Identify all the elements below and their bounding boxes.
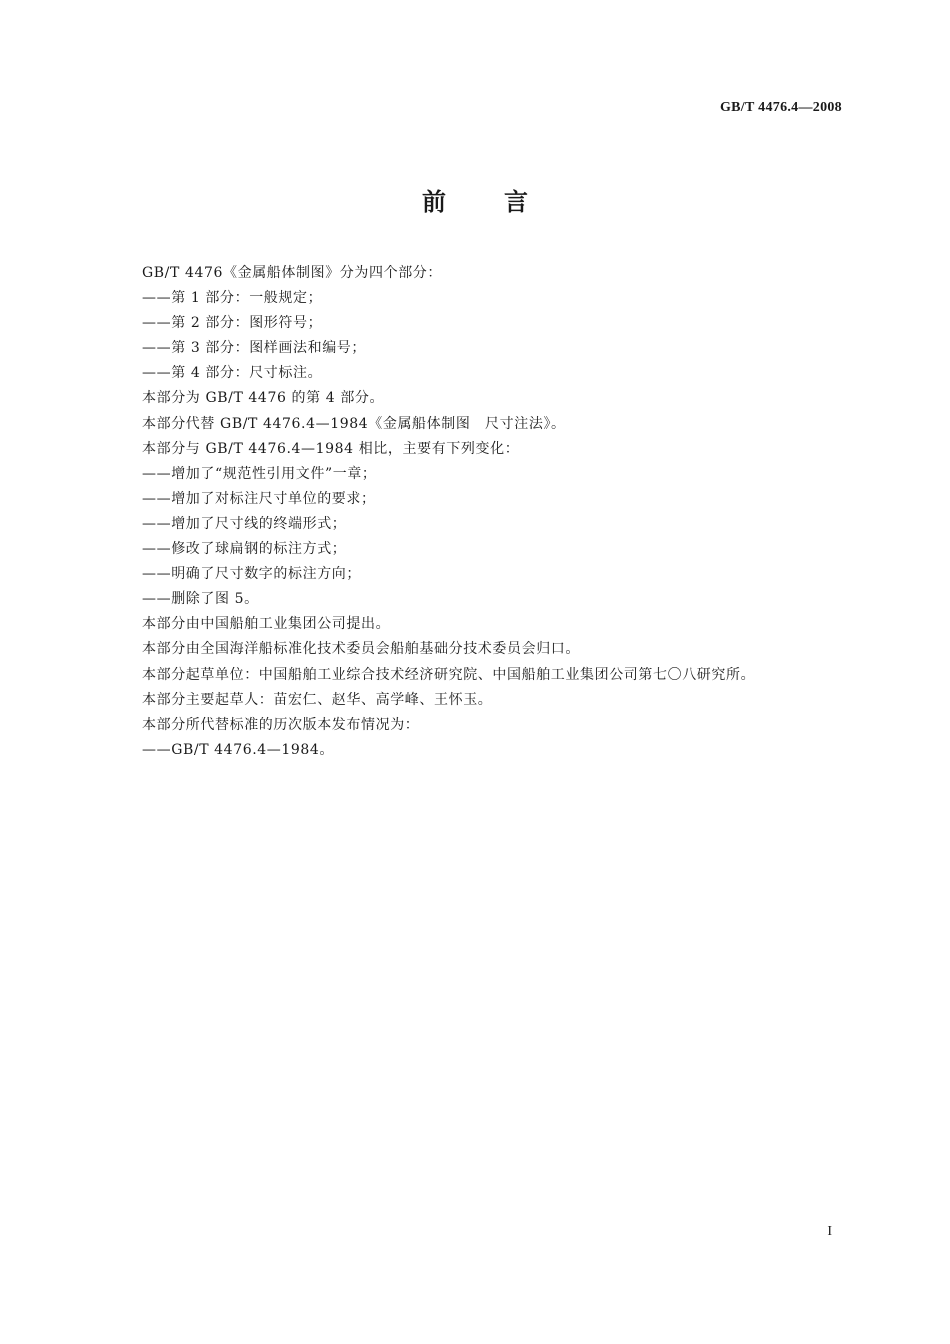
text-line: 本部分起草单位：中国船舶工业综合技术经济研究院、中国船舶工业集团公司第七〇八研究所。 bbox=[142, 666, 756, 683]
foreword-body bbox=[142, 261, 842, 763]
text-line: 本部分所代替标准的历次版本发布情况为： bbox=[142, 716, 420, 733]
page-number: I bbox=[827, 1224, 832, 1239]
text-line: 本部分与 GB/T 4476.4—1984 相比，主要有下列变化： bbox=[142, 440, 520, 457]
text-line: ——增加了对标注尺寸单位的要求； bbox=[142, 490, 376, 507]
text-line: ——第 4 部分：尺寸标注。 bbox=[142, 365, 323, 382]
text-line: ——第 3 部分：图样画法和编号； bbox=[142, 340, 367, 357]
text-line: ——GB/T 4476.4—1984。 bbox=[142, 741, 334, 758]
text-line: 本部分代替 GB/T 4476.4—1984《金属船体制图 尺寸注法》。 bbox=[142, 415, 566, 432]
text-line: ——增加了尺寸线的终端形式； bbox=[142, 515, 347, 532]
text-line: 本部分由中国船舶工业集团公司提出。 bbox=[142, 616, 391, 633]
standard-code: GB/T 4476.4—2008 bbox=[719, 100, 842, 115]
text-line: ——增加了“规范性引用文件”一章； bbox=[142, 465, 377, 482]
text-line: 本部分为 GB/T 4476 的第 4 部分。 bbox=[142, 390, 385, 407]
text-line: 本部分由全国海洋船标准化技术委员会船舶基础分技术委员会归口。 bbox=[142, 641, 580, 658]
text-line: ——修改了球扁钢的标注方式； bbox=[142, 541, 347, 558]
text-line: ——第 2 部分：图形符号； bbox=[142, 315, 323, 332]
text-line: 本部分主要起草人：苗宏仁、赵华、高学峰、王怀玉。 bbox=[142, 691, 493, 708]
text-line: GB/T 4476《金属船体制图》分为四个部分： bbox=[142, 265, 443, 281]
text-line: ——删除了图 5。 bbox=[142, 591, 259, 608]
page-title: 前言 bbox=[422, 188, 586, 216]
text-line: ——明确了尺寸数字的标注方向； bbox=[142, 566, 361, 583]
text-line: ——第 1 部分：一般规定； bbox=[142, 290, 323, 307]
